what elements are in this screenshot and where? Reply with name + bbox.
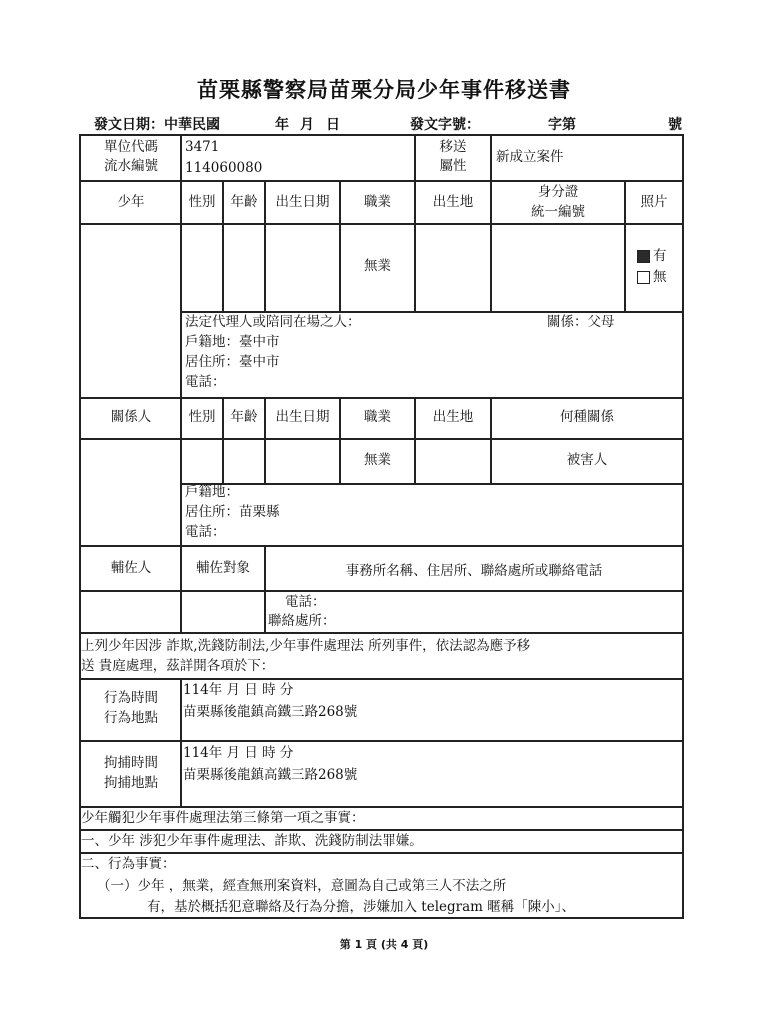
- guardian-label: 法定代理人或陪同在場之人：: [185, 314, 361, 330]
- act-time-value: 114年 月 日 時 分: [183, 682, 294, 698]
- date-month: 月: [300, 117, 314, 133]
- photo-no-label: 無: [653, 269, 667, 285]
- statement-line-2: 送 貴庭處理，茲詳開各項於下：: [81, 658, 275, 674]
- photo-no-checkbox: [637, 271, 650, 284]
- related-phone: 電話：: [185, 524, 226, 540]
- assistant-target-label: 輔佐對象: [196, 560, 250, 576]
- doc-number-label: 發文字號：: [410, 117, 480, 133]
- juvenile-col-occupation: 職業: [364, 194, 391, 210]
- juvenile-col-id-1: 身分證: [537, 184, 579, 200]
- facts-heading: 少年觸犯少年事件處理法第三條第一項之事實：: [81, 810, 365, 826]
- related-col-relation: 何種關係: [560, 409, 614, 425]
- unit-code-label: 單位代碼: [104, 139, 158, 155]
- transfer-type-value: 新成立案件: [496, 149, 564, 165]
- statement-line-1: 上列少年因涉 詐欺,洗錢防制法,少年事件處理法 所列事件，依法認為應予移: [81, 638, 531, 654]
- related-section-label: 關係人: [110, 409, 152, 425]
- related-col-occupation: 職業: [364, 409, 391, 425]
- facts-item-2: 二、行為事實：: [81, 856, 176, 872]
- assistant-office-label: 事務所名稱、住居所、聯絡處所或聯絡電話: [345, 563, 603, 579]
- assistant-section-label: 輔佐人: [110, 560, 152, 576]
- related-col-sex: 性別: [188, 409, 216, 425]
- related-residence: 居住所：苗栗縣: [185, 504, 280, 520]
- document-title: 苗栗縣警察局苗栗分局少年事件移送書: [197, 78, 571, 102]
- page-footer: 第 1 頁 (共 4 頁): [339, 938, 429, 951]
- related-relation-value: 被害人: [566, 452, 608, 468]
- guardian-relation: 關係：父母: [547, 314, 615, 330]
- assistant-contact: 聯絡處所：: [268, 613, 336, 629]
- arrest-time-value: 114年 月 日 時 分: [183, 745, 294, 761]
- photo-yes-checkbox: [637, 250, 650, 263]
- date-label: 發文日期：中華民國: [94, 117, 220, 133]
- related-occupation-value: 無業: [364, 452, 391, 468]
- juvenile-residence: 居住所：臺中市: [185, 354, 280, 370]
- arrest-place-value: 苗栗縣後龍鎮高鐵三路268號: [183, 767, 358, 783]
- related-col-dob: 出生日期: [275, 409, 330, 425]
- juvenile-col-age: 年齡: [230, 194, 258, 210]
- juvenile-col-birthplace: 出生地: [432, 194, 474, 210]
- facts-item-2-1-continued: 有，基於概括犯意聯絡及行為分擔，涉嫌加入 telegram 暱稱「陳小」、: [147, 899, 575, 915]
- related-domicile: 戶籍地：: [185, 484, 239, 500]
- act-place-value: 苗栗縣後龍鎮高鐵三路268號: [183, 704, 358, 720]
- juvenile-occupation-value: 無業: [364, 258, 391, 274]
- date-year: 年: [275, 117, 289, 133]
- arrest-place-label: 拘捕地點: [104, 775, 158, 791]
- juvenile-col-photo: 照片: [640, 194, 668, 210]
- transfer-type-label-2: 屬性: [439, 158, 467, 174]
- facts-item-2-1: （一）少年 ，無業，經查無刑案資料，意圖為自己或第三人不法之所: [97, 878, 507, 894]
- transfer-type-label-1: 移送: [439, 139, 467, 155]
- facts-item-1: 一、少年 涉犯少年事件處理法、詐欺、洗錢防制法罪嫌。: [81, 833, 423, 849]
- juvenile-domicile: 戶籍地：臺中市: [185, 334, 280, 350]
- related-col-age: 年齡: [230, 409, 258, 425]
- date-day: 日: [326, 117, 340, 133]
- juvenile-col-id-2: 統一編號: [531, 204, 585, 220]
- related-col-birthplace: 出生地: [432, 409, 474, 425]
- arrest-time-label: 拘捕時間: [104, 755, 158, 771]
- juvenile-phone: 電話：: [185, 374, 226, 390]
- doc-number-zi-di: 字第: [548, 117, 576, 133]
- unit-code-value: 3471: [185, 139, 220, 155]
- act-time-label: 行為時間: [104, 690, 158, 706]
- photo-yes-label: 有: [653, 248, 667, 264]
- serial-number-label: 流水編號: [104, 158, 158, 174]
- juvenile-col-dob: 出生日期: [275, 194, 330, 210]
- act-place-label: 行為地點: [104, 710, 158, 726]
- doc-number-hao: 號: [668, 117, 682, 133]
- juvenile-col-sex: 性別: [188, 194, 216, 210]
- assistant-phone: 電話：: [285, 594, 326, 610]
- serial-number-value: 114060080: [185, 160, 263, 176]
- juvenile-section-label: 少年: [117, 194, 145, 210]
